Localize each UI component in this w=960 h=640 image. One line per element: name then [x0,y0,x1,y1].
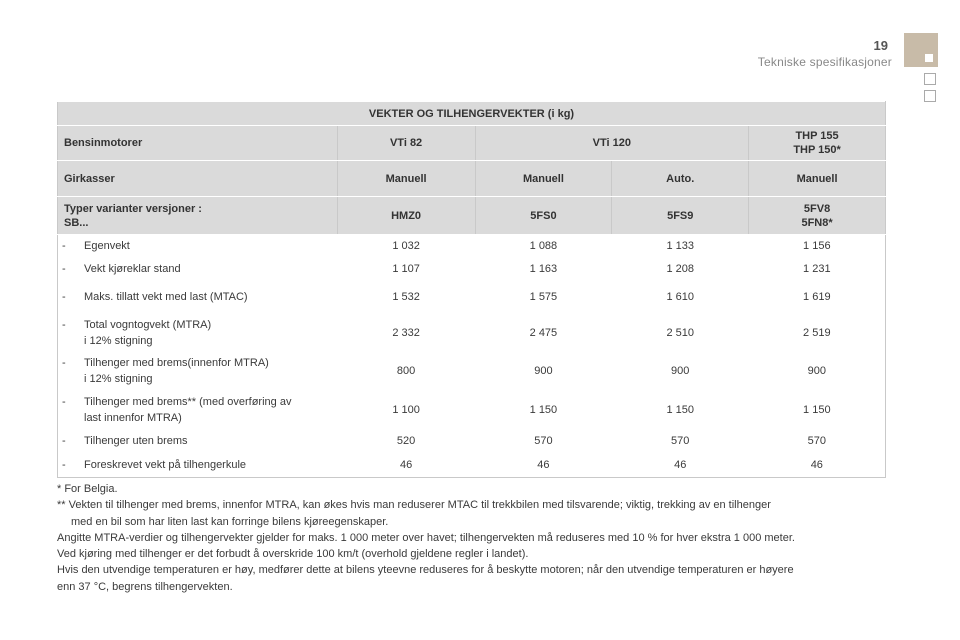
row-label-text [84,317,211,349]
type-3: 5FS9 [612,197,749,235]
row-label [58,390,338,430]
page-number: 19 [873,38,888,53]
gearbox-3: Auto. [612,161,749,197]
engine-label: Bensinmotorer [58,126,338,161]
row-label-line1: Total vogntogvekt (MTRA) [84,318,212,331]
row-label-text [84,238,130,254]
type-label-line2: SB... [64,216,89,229]
row-label-line1: Vekt kjøreklar stand [84,263,181,275]
gearbox-row [58,161,886,197]
row-label [58,281,338,314]
row-value: 1 032 [337,235,475,258]
footnote-belgium: * For Belgia. [57,483,118,495]
row-value: 900 [749,352,886,390]
row-label [58,453,338,478]
table-row [58,281,886,314]
dash-bullet: - [62,435,66,447]
type-label [58,197,338,235]
row-value: 570 [612,430,749,453]
table-row [58,453,886,478]
row-label-line1: Maks. tillatt vekt med last (MTAC) [84,291,248,303]
row-label [58,430,338,453]
table-row [58,390,886,430]
row-label [58,314,338,352]
row-value: 1 610 [612,281,749,314]
row-value: 1 107 [337,258,475,281]
gearbox-4: Manuell [749,161,886,197]
dash-bullet: - [62,356,66,369]
row-value: 570 [475,430,612,453]
type-2: 5FS0 [475,197,612,235]
note-speed: Ved kjøring med tilhenger er det forbudt å overskride 100 km/t (overhold gjeldene regler i landet). [57,548,529,561]
gearbox-2: Manuell [475,161,612,197]
row-label-text [84,394,291,426]
row-value: 46 [475,453,612,478]
row-label [58,352,338,390]
row-value: 1 208 [612,258,749,281]
row-value: 800 [337,352,475,390]
row-value: 2 332 [337,314,475,352]
row-label-line2: i 12% stigning [84,372,153,385]
row-label [58,258,338,281]
row-value: 2 475 [475,314,612,352]
row-value: 46 [749,453,886,478]
row-label-text [84,433,188,449]
row-value: 46 [337,453,475,478]
tab-dot-icon [925,54,933,62]
engine-thp150: THP 150* [793,144,841,156]
row-value: 1 150 [749,390,886,430]
row-value: 1 150 [475,390,612,430]
row-value: 1 532 [337,281,475,314]
type-4 [749,197,886,235]
row-value: 1 156 [749,235,886,258]
row-value: 1 163 [475,258,612,281]
row-label-line1: Tilhenger med brems(innenfor MTRA) [84,356,269,369]
dash-bullet: - [62,240,66,253]
row-label-line1: Tilhenger uten brems [84,435,188,447]
dash-bullet: - [62,291,66,303]
type-4-line1: 5FV8 [803,202,831,215]
row-label-line1: Egenvekt [84,240,130,253]
type-4-line2: 5FN8* [801,216,833,229]
row-value: 900 [612,352,749,390]
footnote-trailer-a: ** Vekten til tilhenger med brems, innenfor MTRA, kan økes hvis man reduserer MTAC til trekkbilen med tilsvarende; viktig, trekking av en tilhenger [57,499,771,512]
note-temperature-a: Hvis den utvendige temperaturen er høy, medfører dette at bilens yteevne reduseres for å beskytte motoren; når den utvendige temperaturen er høyere [57,564,794,577]
row-value: 1 100 [337,390,475,430]
table-row [58,258,886,281]
row-label-line2: last innenfor MTRA) [84,411,182,424]
row-value: 1 150 [612,390,749,430]
row-label-text [84,261,181,277]
note-temperature-b: enn 37 °C, begrens tilhengervekten. [57,580,233,593]
row-label [58,235,338,258]
row-value: 1 231 [749,258,886,281]
engine-vti82: VTi 82 [337,126,475,161]
row-label-text [84,355,269,387]
weights-table [57,101,886,478]
row-value: 2 510 [612,314,749,352]
type-label-line1: Typer varianter versjoner : [64,202,202,215]
row-value: 46 [612,453,749,478]
row-value: 900 [475,352,612,390]
gearbox-label: Girkasser [58,161,338,197]
row-label-text [84,457,246,473]
dash-bullet: - [62,318,66,331]
gearbox-1: Manuell [337,161,475,197]
footnote-trailer-b: med en bil som har liten last kan forringe bilens kjøreegenskaper. [71,515,389,528]
row-value: 1 619 [749,281,886,314]
tab-box-1 [924,73,936,85]
dash-bullet: - [62,395,66,408]
note-altitude: Angitte MTRA-verdier og tilhengervekter gjelder for maks. 1 000 meter over havet; tilhengervekten må reduseres med 10 % for hver ekstra 1 000 meter. [57,531,795,544]
row-value: 1 088 [475,235,612,258]
row-label-line1: Foreskrevet vekt på tilhengerkule [84,458,247,471]
footnotes [57,481,897,595]
engine-vti120: VTi 120 [475,126,749,161]
table-row [58,314,886,352]
tab-box-2 [924,90,936,102]
row-label-line2: i 12% stigning [84,334,153,347]
row-value: 1 575 [475,281,612,314]
engine-thp [749,126,886,161]
table-row [58,430,886,453]
type-1: HMZ0 [337,197,475,235]
table-row [58,352,886,390]
row-value: 2 519 [749,314,886,352]
row-label-line1: Tilhenger med brems** (med overføring av [84,395,292,408]
table-row [58,235,886,258]
row-value: 570 [749,430,886,453]
engine-thp155: THP 155 [795,130,839,142]
type-row [58,197,886,235]
dash-bullet: - [62,458,66,471]
section-tab-marker [904,33,938,67]
row-label-text [84,289,248,305]
table-title: VEKTER OG TILHENGERVEKTER (i kg) [58,102,886,126]
row-value: 520 [337,430,475,453]
dash-bullet: - [62,263,66,275]
engine-row [58,126,886,161]
row-value: 1 133 [612,235,749,258]
table-title-row [58,102,886,126]
section-title: Tekniske spesifikasjoner [757,55,892,69]
